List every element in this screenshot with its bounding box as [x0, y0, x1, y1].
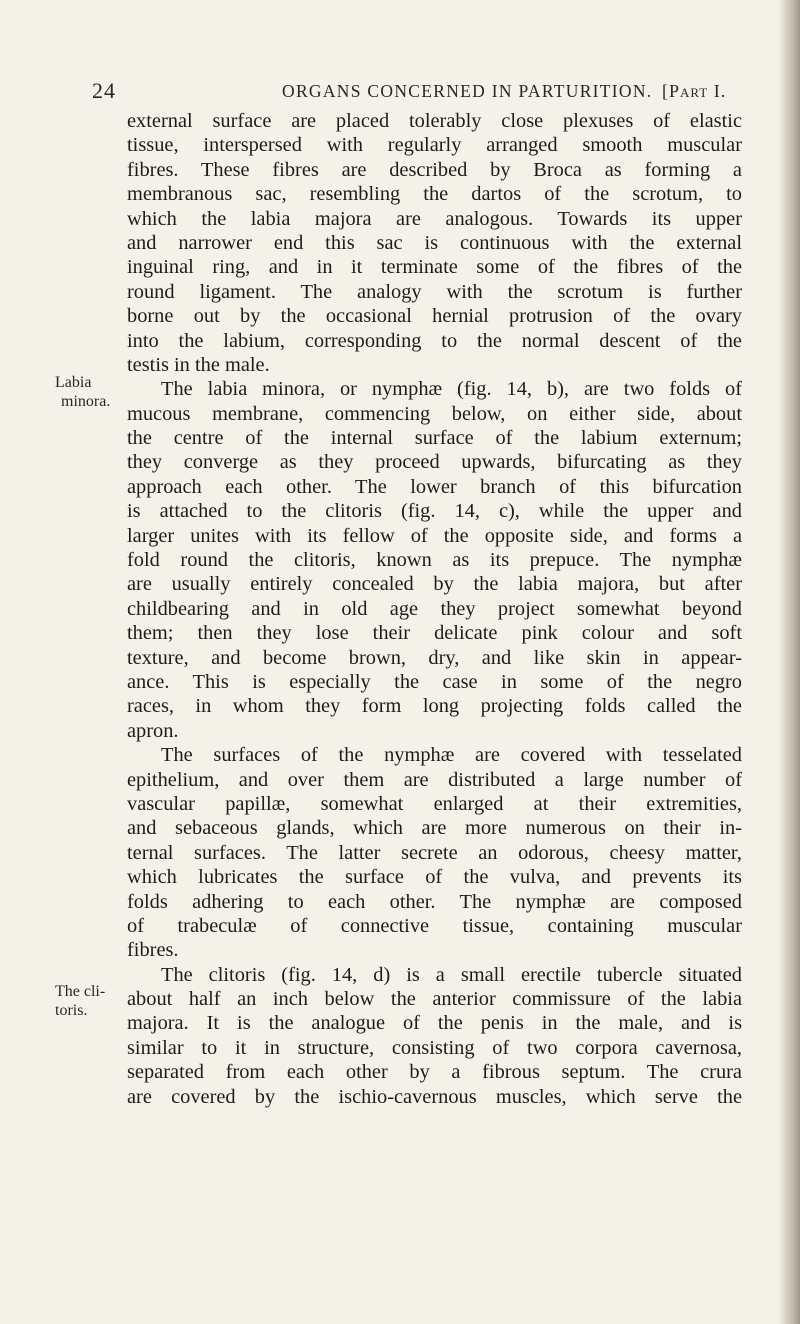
running-title: ORGANS CONCERNED IN PARTURITION.: [282, 81, 653, 101]
text-line: the centre of the internal surface of the labium externum;: [127, 427, 742, 450]
text-line: and narrower end this sac is continuous with the external: [127, 231, 742, 254]
body-text: [127, 109, 742, 1109]
page-number: 24: [92, 78, 116, 103]
text-line: The labia minora, or nymphæ (fig. 14, b), are two folds of: [161, 378, 742, 401]
text-line: external surface are placed tolerably close plexuses of elastic: [127, 110, 742, 132]
text-line: tissue, interspersed with regularly arranged smooth muscular: [127, 134, 742, 157]
text-line: separated from each other by a fibrous septum. The crura: [127, 1061, 742, 1084]
text-line: ternal surfaces. The latter secrete an odorous, cheesy matter,: [127, 841, 742, 864]
text-line: approach each other. The lower branch of this bifurcation: [127, 475, 742, 498]
margin-note-line: The cli-: [55, 983, 106, 1000]
text-line: fibres.: [127, 939, 179, 962]
part-label: [Part I.: [662, 81, 727, 101]
text-line: them; then they lose their delicate pink colour and soft: [127, 622, 742, 645]
margin-note-clitoris: [55, 982, 105, 1020]
text-line: is attached to the clitoris (fig. 14, c), while the upper and: [127, 500, 742, 523]
text-line: apron.: [127, 719, 179, 742]
text-line: similar to it in structure, consisting of two corpora cavernosa,: [127, 1036, 742, 1059]
text-line: inguinal ring, and in it terminate some of the fibres of the: [127, 256, 742, 279]
text-line: fibres. These fibres are described by Broca as forming a: [127, 158, 742, 181]
text-line: texture, and become brown, dry, and like skin in appear-: [127, 646, 742, 669]
text-line: membranous sac, resembling the dartos of the scrotum, to: [127, 183, 742, 206]
margin-note-line: minora.: [61, 393, 111, 410]
text-line: The surfaces of the nymphæ are covered with tesselated: [161, 744, 742, 767]
margin-note-line: toris.: [55, 1002, 88, 1019]
text-line: they converge as they proceed upwards, bifurcating as they: [127, 451, 742, 474]
text-line: of trabeculæ of connective tissue, containing muscular: [127, 914, 742, 937]
text-line: mucous membrane, commencing below, on either side, about: [127, 402, 742, 425]
text-line: majora. It is the analogue of the penis in the male, and is: [127, 1012, 742, 1035]
text-line: folds adhering to each other. The nymphæ are composed: [127, 890, 742, 913]
text-line: ance. This is especially the case in some of the negro: [127, 670, 742, 693]
text-line: The clitoris (fig. 14, d) is a small erectile tubercle situated: [161, 963, 742, 986]
text-line: borne out by the occasional hernial protrusion of the ovary: [127, 305, 742, 328]
text-line: larger unites with its fellow of the opposite side, and forms a: [127, 524, 742, 547]
margin-note-labia-minora: [55, 373, 110, 411]
text-line: and sebaceous glands, which are more numerous on their in-: [127, 817, 742, 840]
text-line: fold round the clitoris, known as its prepuce. The nymphæ: [127, 549, 742, 572]
text-line: childbearing and in old age they project somewhat beyond: [127, 597, 742, 620]
text-line: testis in the male.: [127, 353, 270, 376]
text-line: into the labium, corresponding to the normal descent of the: [127, 329, 742, 352]
running-head: [92, 78, 782, 108]
text-line: which lubricates the surface of the vulva, and prevents its: [127, 866, 742, 889]
text-line: which the labia majora are analogous. Towards its upper: [127, 207, 742, 230]
text-line: are covered by the ischio-cavernous muscles, which serve the: [127, 1085, 742, 1108]
margin-note-line: Labia: [55, 374, 92, 391]
text-line: races, in whom they form long projecting folds called the: [127, 695, 742, 718]
text-line: about half an inch below the anterior commissure of the labia: [127, 988, 742, 1011]
page-edge-shadow: [778, 0, 800, 1324]
text-line: vascular papillæ, somewhat enlarged at their extremities,: [127, 792, 742, 815]
text-line: round ligament. The analogy with the scrotum is further: [127, 280, 742, 303]
text-line: are usually entirely concealed by the labia majora, but after: [127, 573, 742, 596]
text-line: epithelium, and over them are distributed a large number of: [127, 768, 742, 791]
